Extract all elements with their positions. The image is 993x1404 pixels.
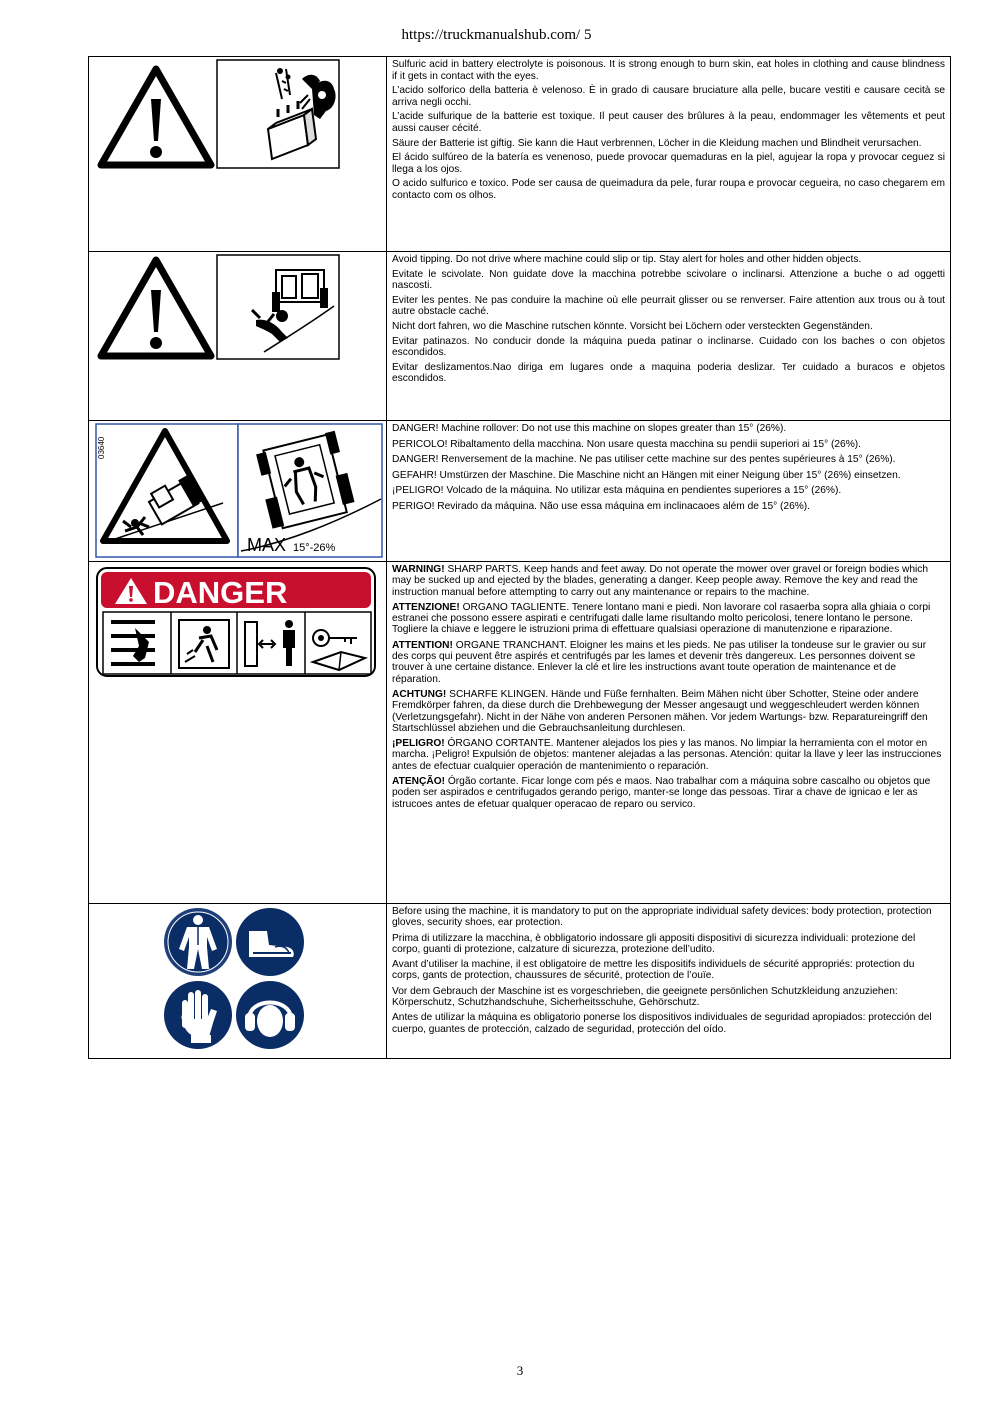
table-row-sharp-parts (89, 562, 951, 904)
battery-acid-pictograms (89, 57, 387, 252)
text-fr: DANGER! Renversement de la machine. Ne pas utiliser cette machine sur des pentes supérieures à 15° (26%). (392, 454, 896, 466)
max-label: MAX (247, 535, 287, 555)
warning-triangle-icon (97, 65, 215, 169)
text-pt: PERIGO! Revirado da máquina. Não use essa máquina em inclinacaoes além de 15° (26%). (392, 500, 811, 512)
max-slope-value: 15°-26% (293, 542, 336, 554)
tipping-pictograms (89, 252, 387, 421)
table-row-tipping (89, 252, 951, 421)
warning-body: SCHARFE KLINGEN. Hände und Füße fernhalten. Beim Mähen nicht über Schotter, Steine oder andere Fremdkörper fahren, da diese durch die Drehbewegung der Messer angesaugt und weggeschleudert werden können (Verletzungsgefahr). Nicht in der Nähe von anderen Personen mähen. Vor jedem Wartungs- bzw. Reparatureingriff den Startschlüssel abziehen und die Gebrauchsanleitung durchlesen. (392, 688, 928, 734)
warning-head: ¡PELIGRO! (392, 738, 445, 750)
battery-acid-splash-icon (216, 59, 340, 169)
text-en: Before using the machine, it is mandatory to put on the appropriate individual safety devices: body protection, protection gloves, security shoes, ear protection. (392, 906, 932, 929)
page-header-url: https://truckmanualshub.com/ 5 (401, 27, 592, 43)
warning-pt (392, 776, 945, 810)
text-fr: Eviter les pentes. Ne pas conduire la machine où elle peurrait glisser ou se renverser. Faire attention aux trous ou à tout autre obstacle caché. (392, 294, 945, 318)
table-row-ppe (89, 904, 951, 1059)
warning-body: ÓRGANO CORTANTE. Mantener alejados los pies y las manos. No limpiar la herramienta con el motor en marcha. ¡Peligro! Expulsión de objetos: mantener alejadas a las personas. Atención: quitar la llave y leer las instrucciones antes de efectuar cualquier operación de mantenimiento o reparación. (392, 738, 942, 772)
text-en: Avoid tipping. Do not drive where machine could slip or tip. Stay alert for holes and other hidden objects. (392, 254, 862, 265)
warning-de (392, 689, 945, 734)
text-en: DANGER! Machine rollover: Do not use this machine on slopes greater than 15° (26%). (392, 423, 787, 434)
warning-body: ORGANO TAGLIENTE. Tenere lontano mani e piedi. Non lavorare col rasaerba sopra alla ghiaia o corpi estranei che possono essere aspirati e centrifugati dalle lame risultando molto pericolosi, tenere lontano le persone. Togliere la chiave e leggere le istruzioni prima di effettuare qualsiasi operazione di manutenzione e riparazione. (392, 601, 931, 636)
protection-gloves-icon (163, 979, 233, 1051)
warning-head: ACHTUNG! (392, 688, 447, 700)
ppe-pictograms (89, 904, 387, 1059)
text-it: L’acido solforico della batteria è velenoso. È in grado di causare bruciature alla pelle, bucare vestiti e causare cecità se arriva negli occhi. (392, 85, 945, 108)
warning-body: Órgão cortante. Ficar longe com pés e maos. Nao trabalhar com a máquina sobre cascalho ou objetos que poden ser aspirados e centrifugados gerando perigo, manter-se longe das pessoas. Tirar a chave de ignicao e ler as istrucoes antes de efetuar qualquer operacao de reparo ou servico. (392, 776, 931, 810)
warning-head: ATTENZIONE! (392, 601, 460, 613)
text-pt: Evitar deslizamentos.Nao diriga em lugares onde a maquina poderia deslizar. Ter cuidado a buracos e objetos escondidos. (392, 361, 945, 385)
tipping-machine-icon (216, 254, 340, 360)
text-fr: L’acide sulfurique de la batterie est toxique. Il peut causer des brûlures à la peau, endommager les vêtements et peut aussi causer cécité. (392, 111, 945, 134)
warning-head: ATENÇÃO! (392, 776, 446, 788)
text-de: Nicht dort fahren, wo die Maschine rutschen könnte. Vorsicht bei Löchern oder versteckten Gegenständen. (392, 320, 873, 332)
rollover-text (387, 421, 951, 562)
ear-protection-icon (235, 979, 305, 1051)
text-de: GEFAHR! Umstürzen der Maschine. Die Maschine nicht an Hängen mit einer Neigung über 15° (26%) einsetzen. (392, 469, 901, 481)
text-de: Säure der Batterie ist giftig. Sie kann die Haut verbrennen, Löcher in die Kleidung machen und Blindheit verursachen. (392, 137, 922, 149)
text-it: Prima di utilizzare la macchina, è obbligatorio indossare gli appositi dispositivi di sicurezza individuali: protezione del corpo, guanti di protezione, calzature di sicurezza, protezione dell’udito. (392, 932, 916, 955)
text-it: PERICOLO! Ribaltamento della macchina. Non usare questa macchina su pendii superiori ai 15° (26%). (392, 438, 861, 450)
text-es: El ácido sulfúreo de la batería es venenoso, puede provocar quemaduras en la piel, agujear la ropa y provocar ceguez si llega a los ojos. (392, 152, 945, 175)
safety-shoes-icon (235, 907, 305, 977)
page-number: 3 (516, 1363, 524, 1378)
warning-it (392, 602, 945, 636)
text-es: Antes de utilizar la máquina es obligatorio ponerse los dispositivos individuales de seguridad apropiados: protección del cuerpo, guantes de protección, calzado de seguridad, protección del oído. (392, 1012, 932, 1035)
battery-acid-text (387, 57, 951, 252)
danger-label: DANGER (153, 575, 288, 610)
warning-fr (392, 640, 945, 685)
rollover-pictograms (89, 421, 387, 562)
sharp-parts-text (387, 562, 951, 904)
ppe-text (387, 904, 951, 1059)
warning-head: ATTENTION! (392, 639, 453, 651)
warning-head: WARNING! (392, 564, 445, 575)
text-es: Evitar patinazos. No conducir donde la máquina pueda patinar o inclinarse. Cuidado con los baches o con objetos escondidos. (392, 335, 945, 359)
warning-triangle-icon (97, 256, 215, 360)
text-de: Vor dem Gebrauch der Maschine ist es vorgeschrieben, die geeignete persönlichen Schutzkleidung anzuziehen: Körperschutz, Schutzhandschuhe, Sicherheitsschuhe, Gehörschutz. (392, 985, 898, 1009)
table-row-rollover (89, 421, 951, 562)
text-it: Evitate le scivolate. Non guidate dove la macchina potrebbe scivolare o inclinarsi. Attenzione a buche o ad oggetti nascosti. (392, 268, 945, 292)
table-row-battery-acid (89, 57, 951, 252)
sharp-parts-pictograms (89, 562, 387, 904)
text-pt: O acido sulfurico e toxico. Pode ser causa de queimadura da pele, furar roupa e provocar cegueira, no caso chegarem em contacto com os olhos. (392, 178, 945, 201)
label-code: 03640 (97, 436, 106, 459)
warning-en (392, 564, 945, 598)
tipping-text (387, 252, 951, 421)
warning-body: ORGANE TRANCHANT. Eloigner les mains et les pieds. Ne pas utiliser la tondeuse sur le gravier ou sur des corps qui peuvent être aspirés et centrifugés par les lames et devenir très dangereux. Les personnes doivent se trouver à une certaine distance. Enlever la clé et lire les instructions avant toute operation de maintenance et de réparation. (392, 639, 927, 685)
warning-es (392, 738, 945, 772)
warning-body: SHARP PARTS. Keep hands and feet away. Do not operate the mower over gravel or foreign bodies which may be sucked up and ejected by the blades, generating a danger. Keep people away. Remove the key and read the instruction manual before attempting to carry out any maintenance or repairs to the machine. (392, 564, 929, 598)
danger-sticker (95, 566, 377, 678)
rollover-slope-icon (95, 423, 385, 558)
text-es: ¡PELIGRO! Volcado de la máquina. No utilizar esta máquina en pendientes superiores a 15° (26%). (392, 485, 842, 497)
safety-labels-table (88, 56, 951, 1059)
text-fr: Avant d’utiliser la machine, il est obligatoire de mettre les dispositifs individuels de sécurité appropriés: protection du corps, gants de protection, chaussures de sécurité, protection de l’ouïe. (392, 959, 915, 982)
text-en: Sulfuric acid in battery electrolyte is poisonous. It is strong enough to burn skin, eat holes in clothing and cause blindness if it gets in contact with the eyes. (392, 59, 945, 82)
body-protection-icon (163, 907, 233, 977)
